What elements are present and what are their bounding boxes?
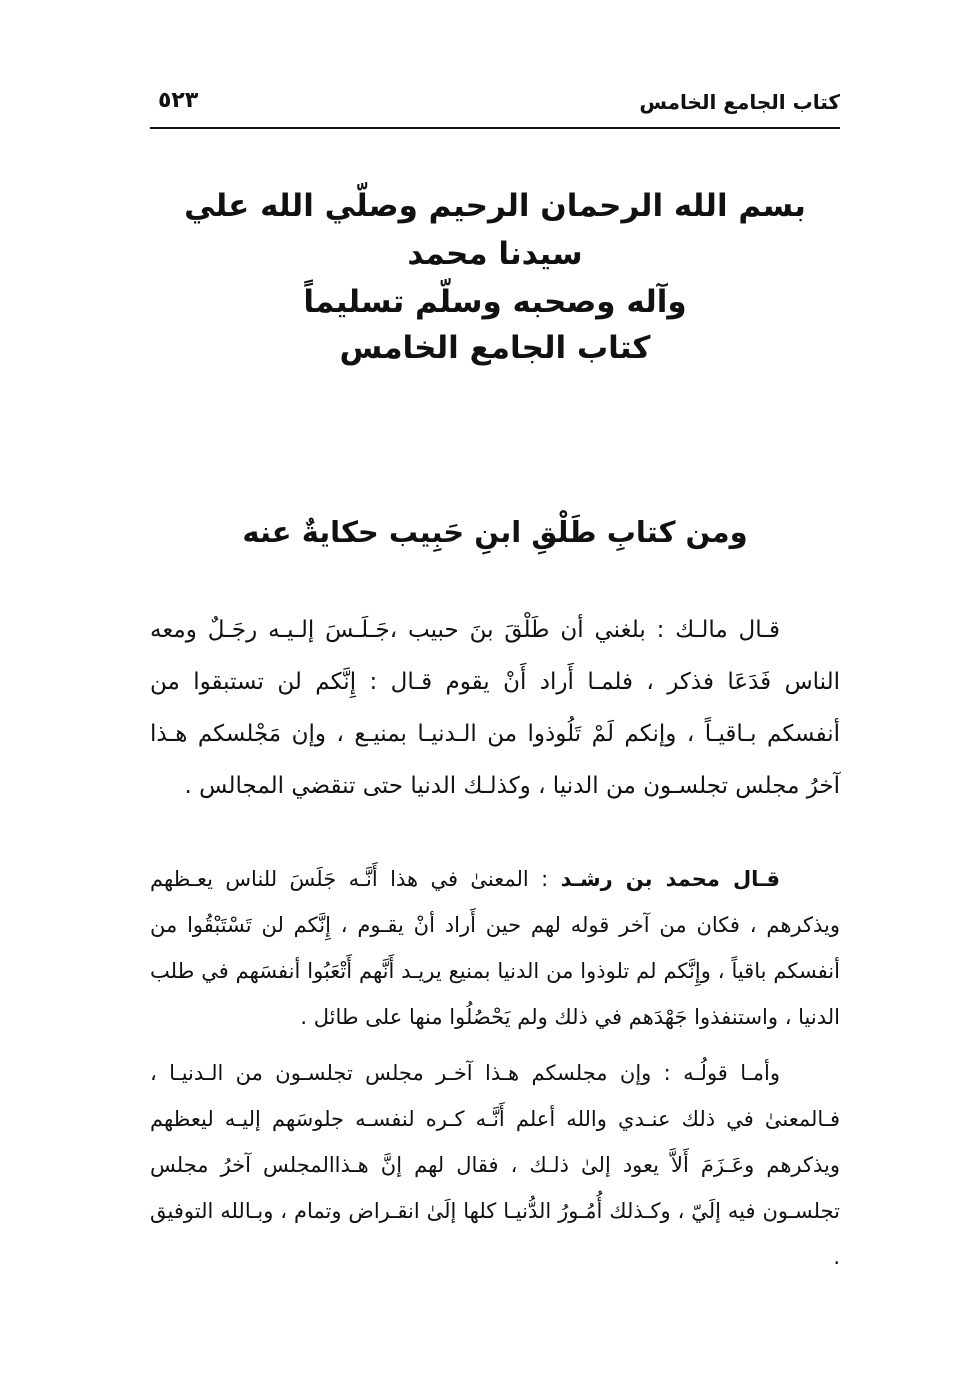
paragraph-1-text: قـال مالـك : بلغني أن طَلْقَ بنَ حبيب ،جَـلَـسَ إلـيـه رجَـلٌ ومعه الناس فَدَعَا فذكر ، فلمـا أَراد أَنْ يقوم قـال : إِنَّكم لن تستبقوا من أنفسكم بـاقيـاً ، وإنكم لَمْ تَلُوذوا من الـدنيـا بمنيـع ، وإن مَجْلسكم هـذا آخرُ مجلس تجلسـون من الدنيا ، وكذلـك الدنيا حتى تنقضي المجالس . (150, 617, 840, 799)
paragraph-2-lead: قـال محمد بن رشـد (560, 867, 780, 891)
page-header (150, 86, 840, 126)
paragraph-1 (150, 604, 840, 812)
section-heading: ومن كتابِ طَلْقِ ابنِ حَبِيب حكايةٌ عنه (242, 515, 748, 549)
basmala (150, 182, 840, 326)
basmala-line-1: بسم الله الرحمان الرحيم وصلّي الله علي سيدنا محمد (184, 188, 806, 272)
paragraph-3-text: وأمـا قولُـه : وإن مجلسكم هـذا آخـر مجلس تجلسـون من الـدنيـا ، فـالمعنىٰ في ذلك عنـدي والله أعلم أَنَّـه كـره لنفسـه جلوسَهم إليـه ليعظهم ويذكرهم وعَـزَمَ أَلاَّ يعود إلىٰ ذلـك ، فقال لهم إنَّ هـذاالمجلس آخرُ مجلس تجلسـون فيه إلَيّ ، وكـذلك أُمُـورُ الدُّنيـا كلها إلَىٰ انقـراض وتمام ، وبـالله التوفيق . (150, 1061, 840, 1269)
running-title: كتاب الجامع الخامس (639, 90, 840, 114)
paragraph-2 (150, 856, 840, 1040)
paragraph-2-text: : المعنىٰ في هذا أَنَّـه جَلَسَ للناس يعـظهم ويذكرهم ، فكان من آخر قوله لهم حين أَراد أنْ يقـوم ، إِنَّكم لن تَسْتَبْقُوا من أنفسكم باقياً ، وإِنَّكم لم تلوذوا من الدنيا بمنيع يريـد أَنَّهم أَتْعَبُوا أنفسَهم في طلب الدنيا ، واستنفذوا جَهْدَهم في ذلك ولم يَحْصُلُوا منها على طائل . (150, 867, 840, 1029)
paragraph-3 (150, 1050, 840, 1280)
basmala-line-2: وآله وصحبه وسلّم تسليماً (303, 284, 687, 320)
page-number: ٥٢٣ (158, 88, 199, 113)
book-title: كتاب الجامع الخامس (339, 330, 651, 366)
header-divider (150, 127, 840, 129)
